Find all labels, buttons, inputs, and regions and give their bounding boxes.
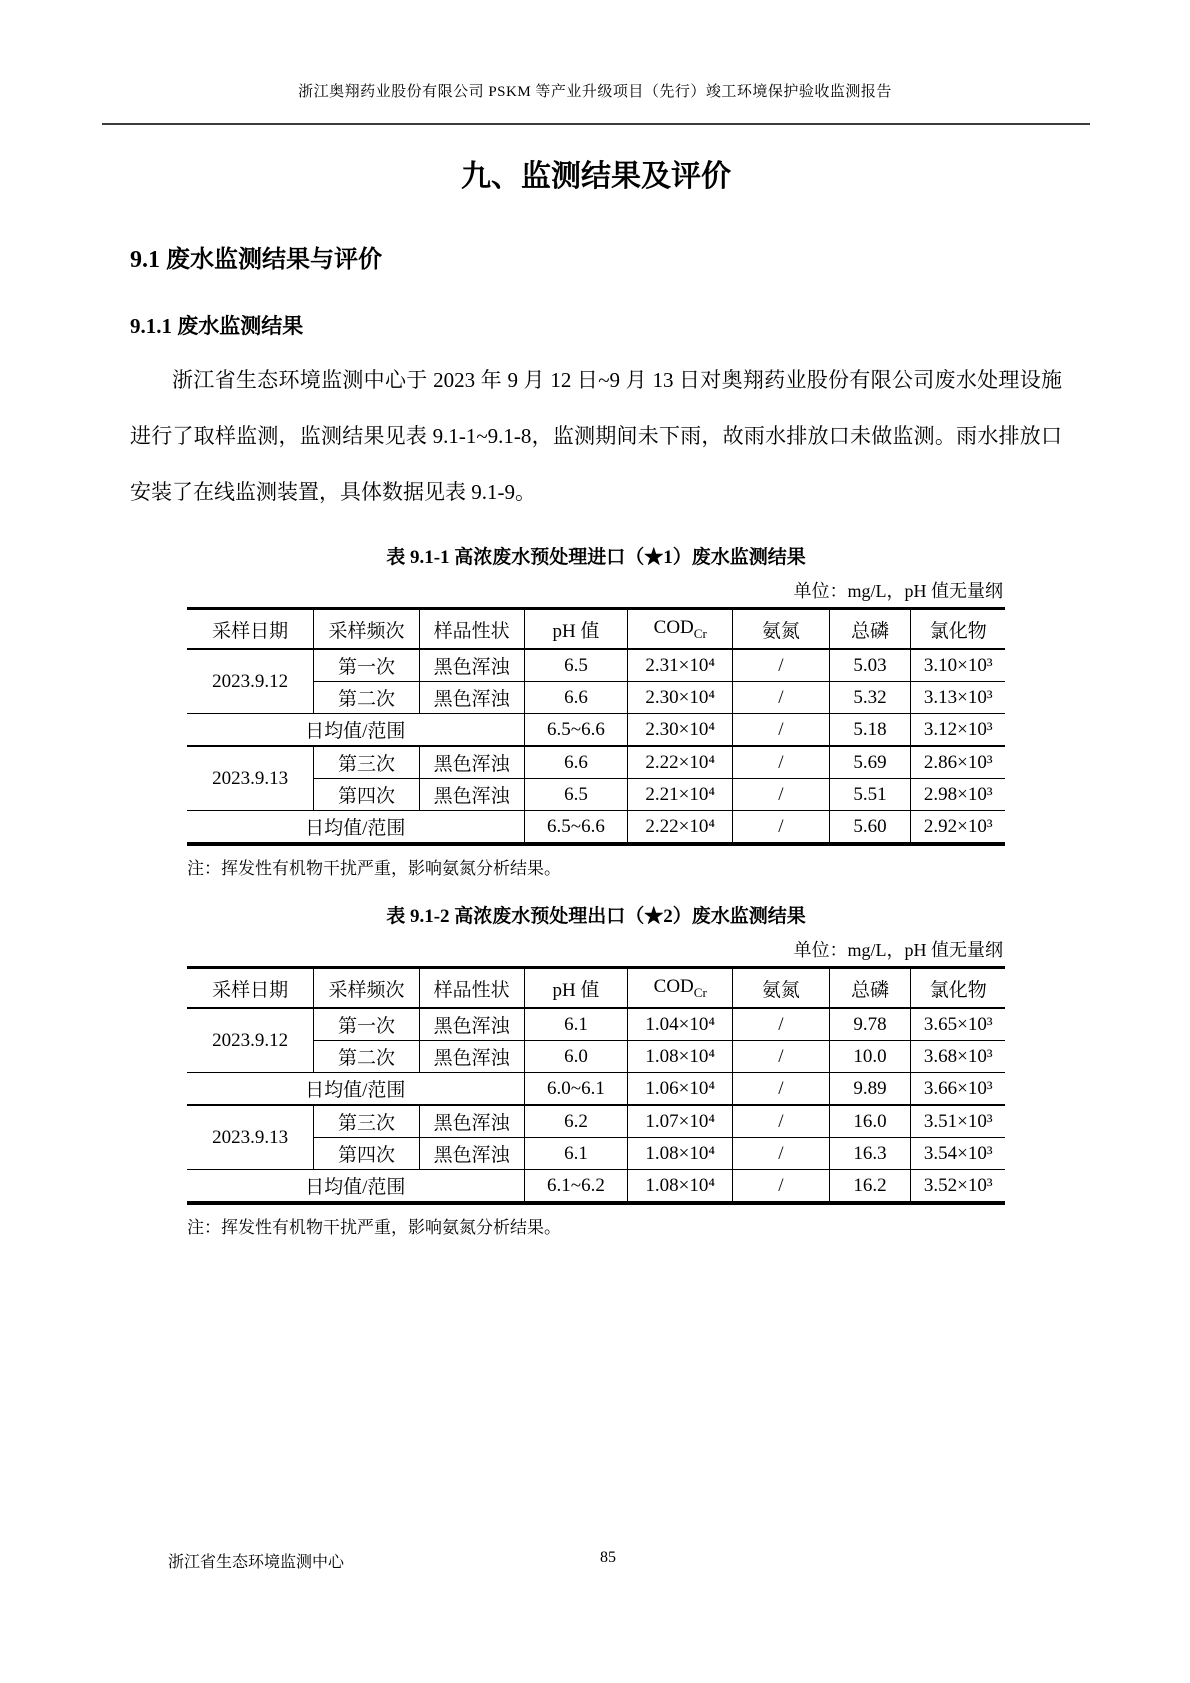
cell-cod: 1.08×10⁴: [628, 1041, 733, 1073]
cell-frequency: 第三次: [314, 746, 420, 779]
cell-chloride: 2.92×10³: [911, 811, 1005, 845]
cell-ph: 6.0: [524, 1041, 628, 1073]
col-header-sample-appearance: 样品性状: [419, 968, 524, 1009]
col-header-chloride: 氯化物: [911, 968, 1005, 1009]
table-row: [187, 649, 1005, 682]
cell-total-phosphorus: 16.0: [829, 1105, 911, 1138]
cell-appearance: 黑色浑浊: [419, 779, 524, 811]
col-header-ammonia: 氨氮: [733, 609, 830, 650]
cod-label: COD: [653, 616, 694, 638]
cell-ph: 6.5: [524, 779, 628, 811]
cell-ammonia: /: [733, 649, 830, 682]
cell-cod: 2.22×10⁴: [628, 746, 733, 779]
cell-chloride: 2.86×10³: [911, 746, 1005, 779]
table-row-average: [187, 714, 1005, 747]
cell-chloride: 2.98×10³: [911, 779, 1005, 811]
cell-chloride: 3.13×10³: [911, 682, 1005, 714]
section-heading: 9.1 废水监测结果与评价: [130, 247, 382, 273]
cell-chloride: 3.12×10³: [911, 714, 1005, 747]
cell-total-phosphorus: 5.32: [829, 682, 911, 714]
cell-chloride: 3.68×10³: [911, 1041, 1005, 1073]
cell-frequency: 第二次: [314, 682, 420, 714]
col-header-cod: [628, 609, 733, 650]
cell-date: 2023.9.13: [187, 746, 314, 811]
document-content: [0, 151, 1190, 1238]
cell-total-phosphorus: 5.69: [829, 746, 911, 779]
cell-appearance: 黑色浑浊: [419, 649, 524, 682]
cell-cod: 2.30×10⁴: [628, 682, 733, 714]
cell-appearance: 黑色浑浊: [419, 1105, 524, 1138]
cell-frequency: 第四次: [314, 1138, 420, 1170]
cell-date: 2023.9.12: [187, 1008, 314, 1073]
col-header-ammonia: 氨氮: [733, 968, 830, 1009]
col-header-sampling-frequency: 采样频次: [314, 609, 420, 650]
cell-avg-label: 日均值/范围: [187, 811, 524, 845]
cell-ammonia: /: [733, 779, 830, 811]
header-divider: [102, 123, 1090, 125]
cell-ammonia: /: [733, 1105, 830, 1138]
table1-caption: 表 9.1-1 高浓废水预处理进口（★1）废水监测结果: [386, 547, 806, 568]
cell-frequency: 第四次: [314, 779, 420, 811]
cell-ammonia: /: [733, 811, 830, 845]
cell-ph: 6.5: [524, 649, 628, 682]
table2-caption: 表 9.1-2 高浓废水预处理出口（★2）废水监测结果: [386, 906, 806, 927]
table-row: [187, 1008, 1005, 1041]
cell-total-phosphorus: 10.0: [829, 1041, 911, 1073]
cell-ph: 6.1~6.2: [524, 1170, 628, 1204]
cell-ph: 6.2: [524, 1105, 628, 1138]
table-row: [187, 1105, 1005, 1138]
cell-avg-label: 日均值/范围: [187, 714, 524, 747]
cell-total-phosphorus: 5.51: [829, 779, 911, 811]
col-header-sampling-date: 采样日期: [187, 609, 314, 650]
table2-block: [187, 936, 1005, 1238]
col-header-sampling-date: 采样日期: [187, 968, 314, 1009]
cell-total-phosphorus: 5.03: [829, 649, 911, 682]
col-header-cod: [628, 968, 733, 1009]
table-header-row: [187, 968, 1005, 1009]
cell-appearance: 黑色浑浊: [419, 682, 524, 714]
cod-subscript: Cr: [693, 625, 707, 641]
cell-cod: 1.06×10⁴: [628, 1073, 733, 1106]
cell-total-phosphorus: 5.60: [829, 811, 911, 845]
cell-ammonia: /: [733, 1008, 830, 1041]
cell-ammonia: /: [733, 1073, 830, 1106]
cell-total-phosphorus: 9.78: [829, 1008, 911, 1041]
cell-cod: 1.08×10⁴: [628, 1170, 733, 1204]
monitoring-table-2: [187, 966, 1005, 1205]
cell-chloride: 3.54×10³: [911, 1138, 1005, 1170]
cell-total-phosphorus: 5.18: [829, 714, 911, 747]
cell-frequency: 第一次: [314, 649, 420, 682]
subsection-heading: 9.1.1 废水监测结果: [130, 314, 304, 338]
cell-appearance: 黑色浑浊: [419, 746, 524, 779]
cell-appearance: 黑色浑浊: [419, 1138, 524, 1170]
table-row-average: [187, 811, 1005, 845]
cell-chloride: 3.65×10³: [911, 1008, 1005, 1041]
cell-ammonia: /: [733, 682, 830, 714]
cell-ph: 6.1: [524, 1138, 628, 1170]
cod-subscript: Cr: [693, 984, 707, 1000]
body-paragraph: 浙江省生态环境监测中心于 2023 年 9 月 12 日~9 月 13 日对奥翔药业股份有限公司废水处理设施进行了取样监测，监测结果见表 9.1-1~9.1-8，监测期间未下雨，故雨水排放口未做监测。雨水排放口安装了在线监测装置，具体数据见表 9.1-9。: [130, 368, 1062, 504]
document-header-text: 浙江奥翔药业股份有限公司 PSKM 等产业升级项目（先行）竣工环境保护验收监测报告: [298, 84, 892, 100]
cell-avg-label: 日均值/范围: [187, 1170, 524, 1204]
cell-chloride: 3.66×10³: [911, 1073, 1005, 1106]
cell-ph: 6.1: [524, 1008, 628, 1041]
col-header-sampling-frequency: 采样频次: [314, 968, 420, 1009]
footer-organization: 浙江省生态环境监测中心: [168, 1554, 345, 1571]
cell-ph: 6.5~6.6: [524, 811, 628, 845]
cell-total-phosphorus: 16.3: [829, 1138, 911, 1170]
table-header-row: [187, 609, 1005, 650]
cell-chloride: 3.51×10³: [911, 1105, 1005, 1138]
cell-cod: 2.31×10⁴: [628, 649, 733, 682]
cell-appearance: 黑色浑浊: [419, 1041, 524, 1073]
cell-ph: 6.0~6.1: [524, 1073, 628, 1106]
table1-block: [187, 577, 1005, 879]
cell-chloride: 3.10×10³: [911, 649, 1005, 682]
cell-ph: 6.6: [524, 682, 628, 714]
cell-date: 2023.9.12: [187, 649, 314, 714]
col-header-chloride: 氯化物: [911, 609, 1005, 650]
cell-ammonia: /: [733, 1138, 830, 1170]
cell-frequency: 第三次: [314, 1105, 420, 1138]
cell-total-phosphorus: 16.2: [829, 1170, 911, 1204]
cell-cod: 1.08×10⁴: [628, 1138, 733, 1170]
monitoring-table-1: [187, 607, 1005, 846]
cell-cod: 2.21×10⁴: [628, 779, 733, 811]
cell-total-phosphorus: 9.89: [829, 1073, 911, 1106]
cell-ammonia: /: [733, 714, 830, 747]
cell-frequency: 第二次: [314, 1041, 420, 1073]
cell-date: 2023.9.13: [187, 1105, 314, 1170]
col-header-total-phosphorus: 总磷: [829, 609, 911, 650]
table-row-average: [187, 1073, 1005, 1106]
table-row: [187, 746, 1005, 779]
cell-ammonia: /: [733, 1041, 830, 1073]
cell-cod: 2.22×10⁴: [628, 811, 733, 845]
cell-ph: 6.5~6.6: [524, 714, 628, 747]
cell-ph: 6.6: [524, 746, 628, 779]
page-title: 九、监测结果及评价: [461, 160, 731, 193]
cod-label: COD: [653, 975, 694, 997]
cell-cod: 1.07×10⁴: [628, 1105, 733, 1138]
cell-frequency: 第一次: [314, 1008, 420, 1041]
table2-note: 注：挥发性有机物干扰严重，影响氨氮分析结果。: [187, 1218, 561, 1237]
cell-cod: 1.04×10⁴: [628, 1008, 733, 1041]
cell-cod: 2.30×10⁴: [628, 714, 733, 747]
table2-unit-note: 单位：mg/L，pH 值无量纲: [793, 940, 1003, 960]
cell-ammonia: /: [733, 1170, 830, 1204]
col-header-total-phosphorus: 总磷: [829, 968, 911, 1009]
col-header-ph: pH 值: [524, 968, 628, 1009]
table-row-average: [187, 1170, 1005, 1204]
col-header-sample-appearance: 样品性状: [419, 609, 524, 650]
table1-note: 注：挥发性有机物干扰严重，影响氨氮分析结果。: [187, 859, 561, 878]
cell-avg-label: 日均值/范围: [187, 1073, 524, 1106]
table1-unit-note: 单位：mg/L，pH 值无量纲: [793, 581, 1003, 601]
cell-ammonia: /: [733, 746, 830, 779]
col-header-ph: pH 值: [524, 609, 628, 650]
cell-chloride: 3.52×10³: [911, 1170, 1005, 1204]
cell-appearance: 黑色浑浊: [419, 1008, 524, 1041]
page-number: 85: [600, 1549, 616, 1566]
